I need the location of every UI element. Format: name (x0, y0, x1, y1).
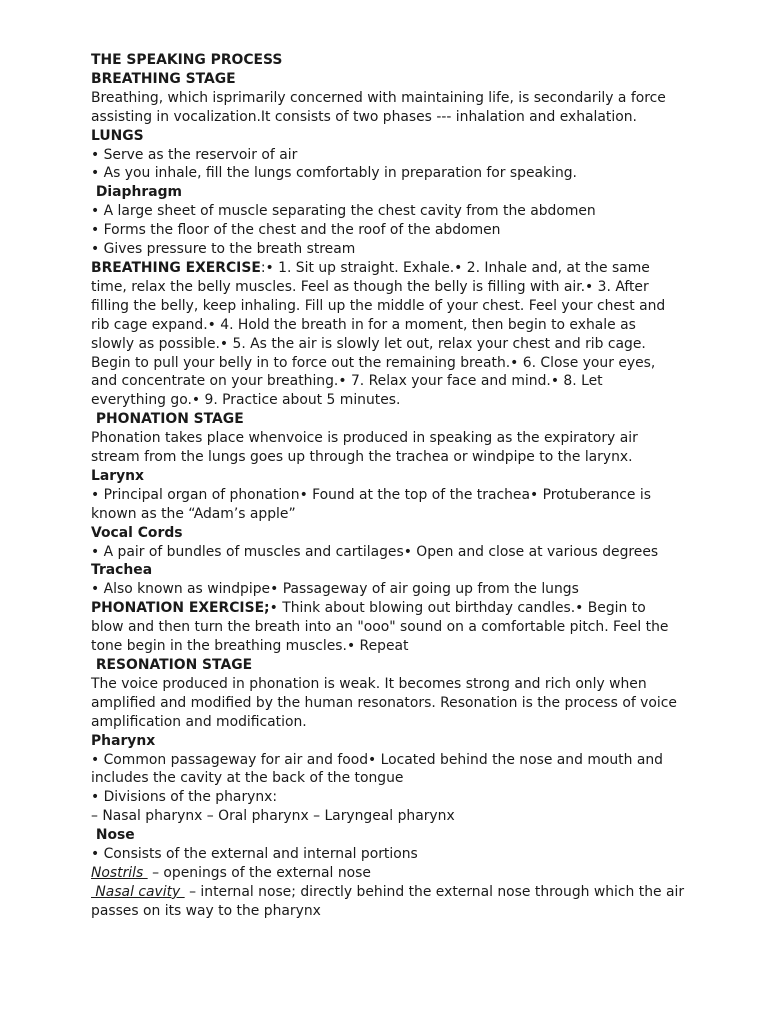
paragraph-line: and concentrate on your breathing.• 7. Relax your face and mind.• 8. Let (91, 373, 603, 390)
phonation-exercise-label: PHONATION EXERCISE; (91, 600, 270, 617)
nostrils-term: Nostrils (91, 864, 148, 881)
resonation-stage-heading: RESONATION STAGE (91, 657, 253, 673)
bullet-line: • Divisions of the pharynx: (91, 789, 278, 806)
breathing-exercise-label: BREATHING EXERCISE (91, 259, 261, 276)
paragraph-line: Begin to pull your belly in to force out the remaining breath.• 6. Close your eyes, (91, 354, 656, 371)
phonation-stage-heading: PHONATION STAGE (91, 411, 244, 428)
bullet-line: • Common passageway for air and food• Located behind the nose and mouth and (91, 751, 663, 768)
paragraph-line: – Nasal pharynx – Oral pharynx – Laryngeal pharynx (91, 808, 455, 825)
phonation-exercise-line: PHONATION EXERCISE;• Think about blowing out birthday candles.• Begin to (91, 600, 646, 617)
paragraph-line: amplification and modification. (91, 713, 307, 730)
bullet-line: • Consists of the external and internal portions (91, 846, 418, 863)
lungs-heading: LUNGS (91, 127, 144, 144)
bullet-line: • Forms the floor of the chest and the roof of the abdomen (91, 222, 501, 239)
bullet-line: • Serve as the reservoir of air (91, 146, 298, 163)
document-title: THE SPEAKING PROCESS (91, 52, 283, 68)
paragraph-line: passes on its way to the pharynx (91, 902, 321, 919)
trachea-heading: Trachea (91, 562, 153, 579)
nasal-cavity-line: Nasal cavity – internal nose; directly behind the external nose through which the air (91, 883, 685, 900)
paragraph-line: slowly as possible.• 5. As the air is slowly let out, relax your chest and rib cage. (91, 335, 646, 352)
paragraph-line: amplified and modified by the human resonators. Resonation is the process of voice (91, 694, 677, 711)
nasal-cavity-term: Nasal cavity (91, 883, 185, 900)
paragraph-line: assisting in vocalization.It consists of two phases --- inhalation and exhalation. (91, 108, 637, 125)
paragraph-line: blow and then turn the breath into an "ooo" sound on a comfortable pitch. Feel the (91, 619, 669, 636)
bullet-line: • As you inhale, fill the lungs comfortably in preparation for speaking. (91, 165, 577, 182)
diaphragm-heading: Diaphragm (95, 184, 182, 201)
paragraph-line: The voice produced in phonation is weak. It becomes strong and rich only when (91, 675, 647, 692)
nostrils-line: Nostrils – openings of the external nose (91, 864, 371, 881)
paragraph-line: includes the cavity at the back of the tongue (91, 770, 404, 787)
bullet-line: • Gives pressure to the breath stream (91, 241, 356, 258)
nose-heading: Nose (91, 827, 135, 844)
paragraph-line: Breathing, which isprimarily concerned with maintaining life, is secondarily a force (91, 89, 666, 106)
vocal-cords-heading: Vocal Cords (91, 524, 183, 541)
paragraph-line: stream from the lungs goes up through the trachea or windpipe to the larynx. (91, 449, 633, 466)
bullet-line: • A large sheet of muscle separating the chest cavity from the abdomen (91, 203, 596, 220)
larynx-heading: Larynx (91, 467, 144, 484)
paragraph-line: known as the “Adam’s apple” (91, 505, 296, 522)
paragraph-line: tone begin in the breathing muscles.• Repeat (91, 638, 409, 655)
pharynx-heading: Pharynx (91, 732, 156, 749)
bullet-line: • Also known as windpipe• Passageway of air going up from the lungs (91, 581, 579, 598)
paragraph-line: everything go.• 9. Practice about 5 minutes. (91, 392, 401, 409)
paragraph-line: rib cage expand.• 4. Hold the breath in for a moment, then begin to exhale as (91, 316, 636, 333)
breathing-stage-heading: BREATHING STAGE (91, 70, 236, 87)
breathing-exercise-line: BREATHING EXERCISE:• 1. Sit up straight. Exhale.• 2. Inhale and, at the same (91, 259, 650, 276)
paragraph-line: filling the belly, keep inhaling. Fill up the middle of your chest. Feel your chest and (91, 297, 666, 314)
bullet-line: • Principal organ of phonation• Found at the top of the trachea• Protuberance is (91, 486, 651, 503)
paragraph-line: Phonation takes place whenvoice is produced in speaking as the expiratory air (91, 430, 638, 447)
paragraph-line: time, relax the belly muscles. Feel as though the belly is filling with air.• 3. After (91, 278, 649, 295)
bullet-line: • A pair of bundles of muscles and cartilages• Open and close at various degrees (91, 543, 659, 560)
